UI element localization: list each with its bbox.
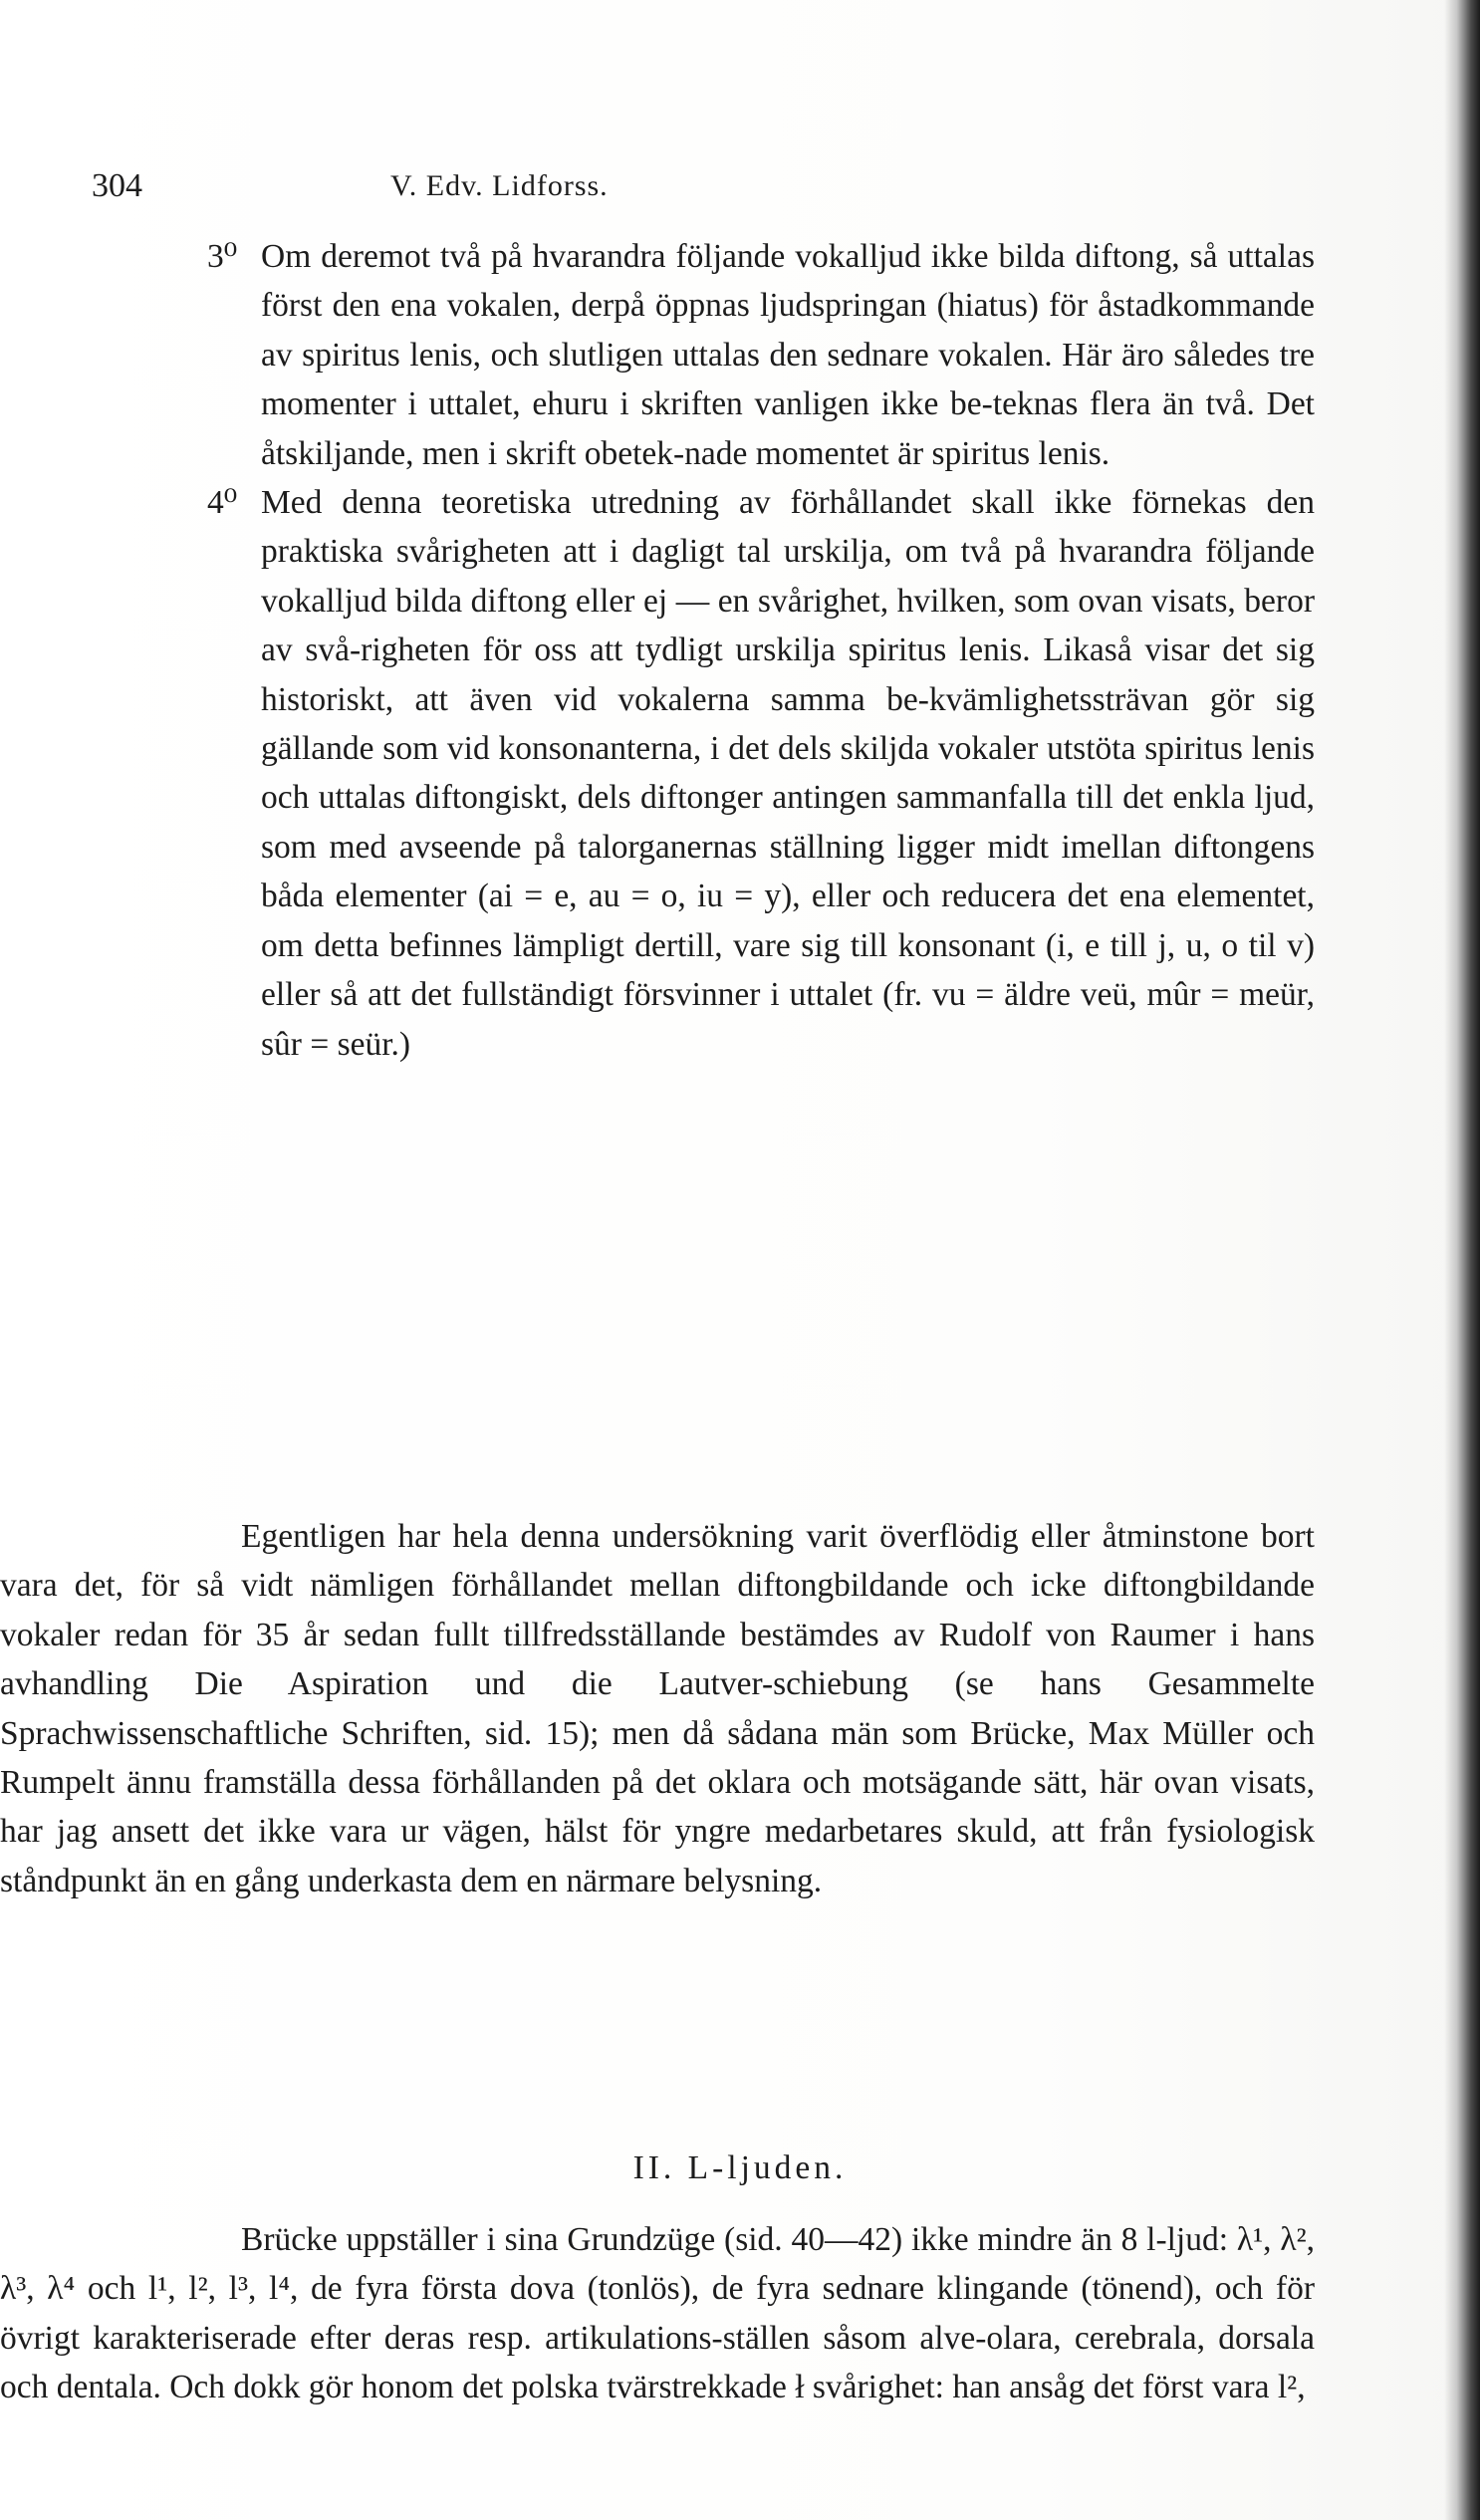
page-number: 304 <box>92 167 142 204</box>
item-number: 3⁰ <box>207 238 238 275</box>
page-header <box>92 167 1347 207</box>
item-text: Med denna teoretiska utredning av förhållandet skall ikke förnekas den praktiska svårigheten att i dagligt tal urskilja, om två på hvarandra följande vokalljud bilda diftong eller ej — en svårighet, hvilken, som ovan visats, beror av svå-righeten för oss att tydligt urskilja spiritus lenis. Likaså visar det sig historiskt, att även vid vokalerna samma be-kvämlighetssträvan gör sig gällande som vid konsonanterna, i det dels skiljda vokaler utstöta spiritus lenis och uttalas diftongiskt, dels diftonger antingen sammanfalla till det enkla ljud, som med avseende på talorganernas ställning ligger midt imellan diftongens båda elementer (ai = e, au = o, iu = y), eller och reducera det ena elementet, om detta befinnes lämpligt dertill, vare sig till konsonant (i, e till j, u, o til v) eller så att det fullständigt försvinner i uttalet (fr. vu = äldre veü, mûr = meür, sûr = seür.) <box>261 484 1315 1063</box>
item-text: Om deremot två på hvarandra följande vokalljud ikke bilda diftong, så uttalas först den ena vokalen, derpå öppnas ljudspringan (hiatus) för åstadkommande av spiritus lenis, och slutligen uttalas den sednare vokalen. Här äro således tre momenter i uttalet, ehuru i skriften vanligen ikke be-teknas flera än två. Det åtskiljande, men i skrift obetek-nade momentet är spiritus lenis. <box>261 238 1315 472</box>
paragraph-brucke: Brücke uppställer i sina Grundzüge (sid. 40—42) ikke mindre än 8 l-ljud: λ¹, λ², λ³, λ⁴ och l¹, l², l³, l⁴, de fyra första dova (tonlös), de fyra sednare klingande (tönend), och för övrigt karakteriserade efter deras resp. artikulations-ställen såsom alve-olara, cerebrala, dorsala och dentala. Och dokk gör honom det polska tvärstrekkade ł svårighet: han ansåg det först vara l², <box>0 2221 1315 2406</box>
page-edge-shadow <box>1444 0 1480 2520</box>
enumerated-list <box>207 232 1315 1069</box>
list-item-4 <box>207 478 1315 1069</box>
running-head: V. Edv. Lidforss. <box>390 169 609 202</box>
paragraph-egentligen-wrap <box>0 1512 1315 1905</box>
item-number: 4⁰ <box>207 484 238 522</box>
list-item-3 <box>207 232 1315 478</box>
paragraph-brucke-wrap <box>0 2215 1315 2412</box>
paragraph-egentligen: Egentligen har hela denna undersökning varit överflödig eller åtminstone bort vara det, för så vidt nämligen förhållandet mellan diftongbildande och icke diftongbildande vokaler redan för 35 år sedan fullt tillfredsställande bestämdes av Rudolf von Raumer i hans avhandling Die Aspiration und die Lautver-schiebung (se hans Gesammelte Sprachwissenschaftliche Schriften, sid. 15); men då sådana män som Brücke, Max Müller och Rumpelt ännu framställa dessa förhållanden på det oklara och motsägande sätt, här ovan visats, har jag ansett det ikke vara ur vägen, hälst för yngre medarbetares skuld, att från fysiologisk ståndpunkt än en gång underkasta dem en närmare belysning. <box>0 1518 1315 1899</box>
section-heading: II. L-ljuden. <box>632 2149 848 2186</box>
